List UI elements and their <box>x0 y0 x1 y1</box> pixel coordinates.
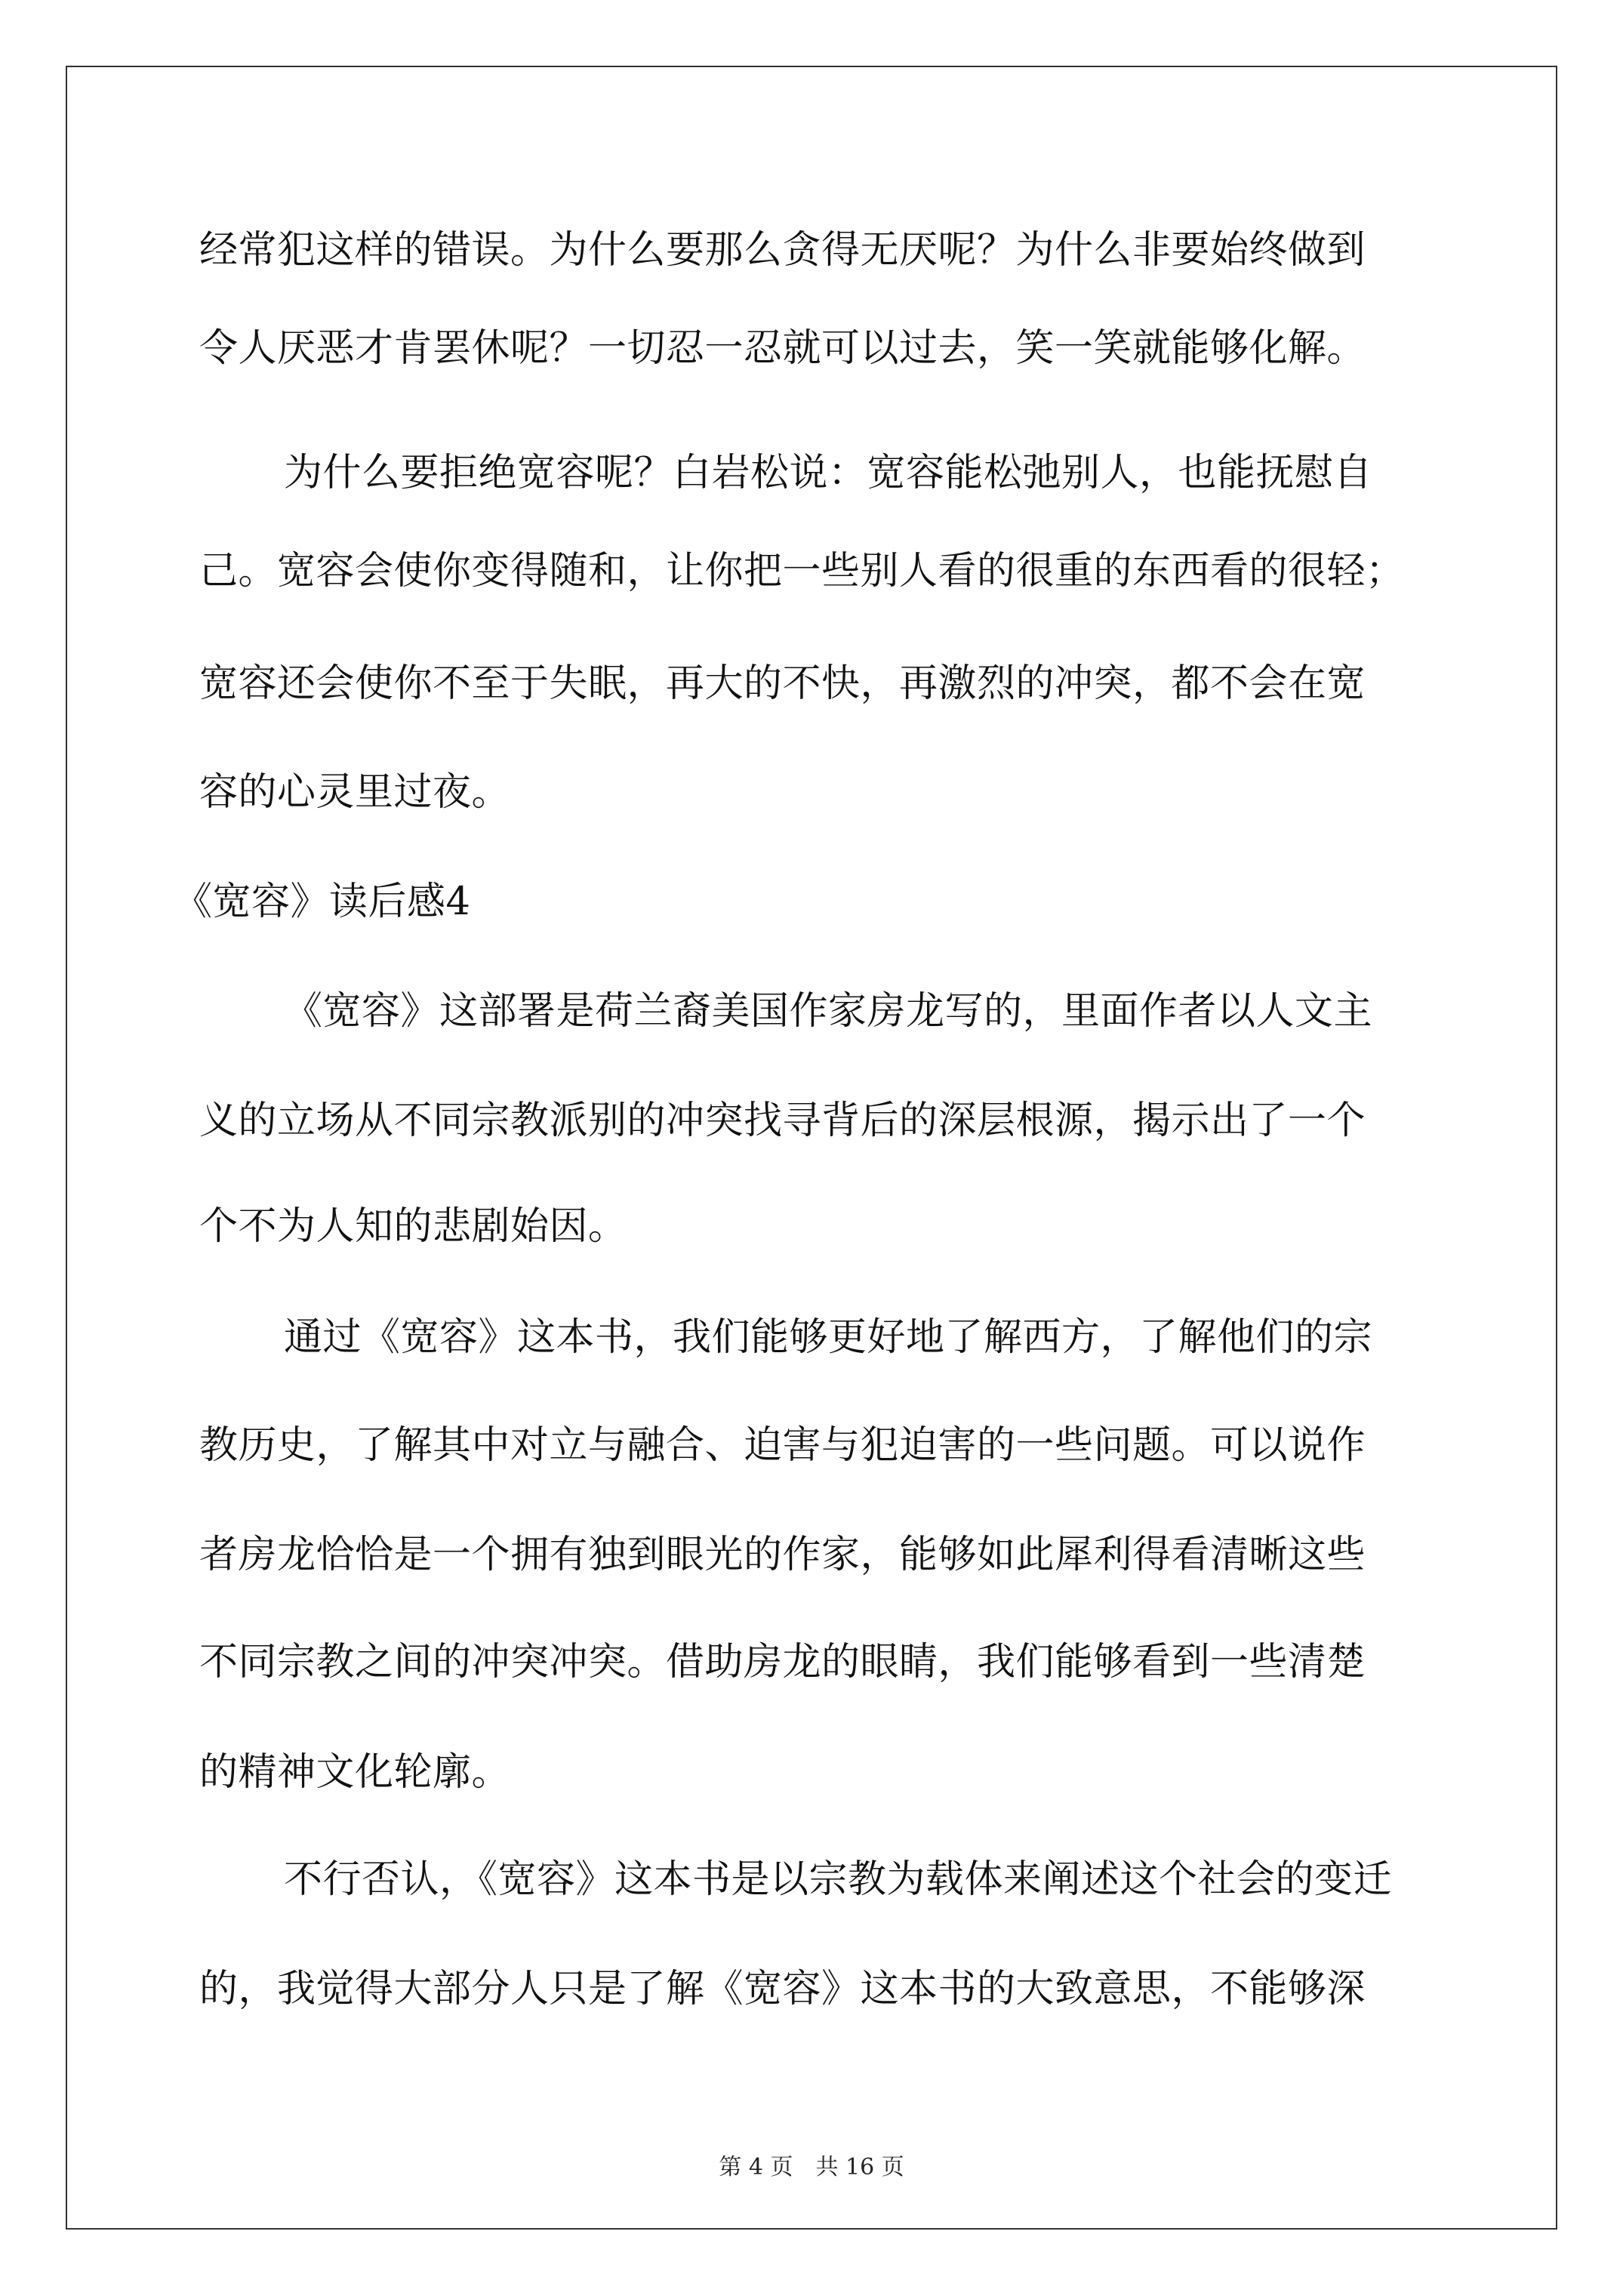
text-line: 宽容还会使你不至于失眠，再大的不快，再激烈的冲突，都不会在宽 <box>199 661 1366 706</box>
text-line: 容的心灵里过夜。 <box>199 770 511 815</box>
text-line: 令人厌恶才肯罢休呢？一切忍一忍就可以过去，笑一笑就能够化解。 <box>199 326 1366 371</box>
text-line: 不同宗教之间的冲突冲突。借助房龙的眼睛，我们能够看到一些清楚 <box>199 1640 1366 1684</box>
text-line: 己。宽容会使你变得随和，让你把一些别人看的很重的东西看的很轻； <box>199 549 1405 593</box>
text-line: 义的立场从不同宗教派别的冲突找寻背后的深层根源，揭示出了一个 <box>199 1099 1366 1143</box>
text-line: 者房龙恰恰是一个拥有独到眼光的作家，能够如此犀利得看清晰这些 <box>199 1533 1366 1577</box>
paragraph-start-line: 《宽容》这部署是荷兰裔美国作家房龙写的，里面作者以人文主 <box>284 989 1373 1034</box>
paragraph-start-line: 通过《宽容》这本书，我们能够更好地了解西方，了解他们的宗 <box>284 1315 1373 1360</box>
text-line: 个不为人知的悲剧始因。 <box>199 1204 627 1249</box>
page-number-footer: 第 4 页 共 16 页 <box>719 2154 904 2180</box>
text-line: 的，我觉得大部分人只是了解《宽容》这本书的大致意思，不能够深 <box>199 1967 1366 2011</box>
text-line: 经常犯这样的错误。为什么要那么贪得无厌呢？为什么非要始终做到 <box>199 228 1366 273</box>
page-border <box>66 66 1557 2230</box>
paragraph-start-line: 不行否认，《宽容》这本书是以宗教为载体来阐述这个社会的变迁 <box>284 1857 1393 1902</box>
paragraph-start-line: 为什么要拒绝宽容呢？白岩松说：宽容能松弛别人，也能抚慰自 <box>284 451 1373 495</box>
text-line: 的精神文化轮廓。 <box>199 1750 511 1795</box>
text-line: 教历史，了解其中对立与融合、迫害与犯迫害的一些问题。可以说作 <box>199 1423 1366 1468</box>
section-heading: 《宽容》读后感4 <box>174 880 471 924</box>
